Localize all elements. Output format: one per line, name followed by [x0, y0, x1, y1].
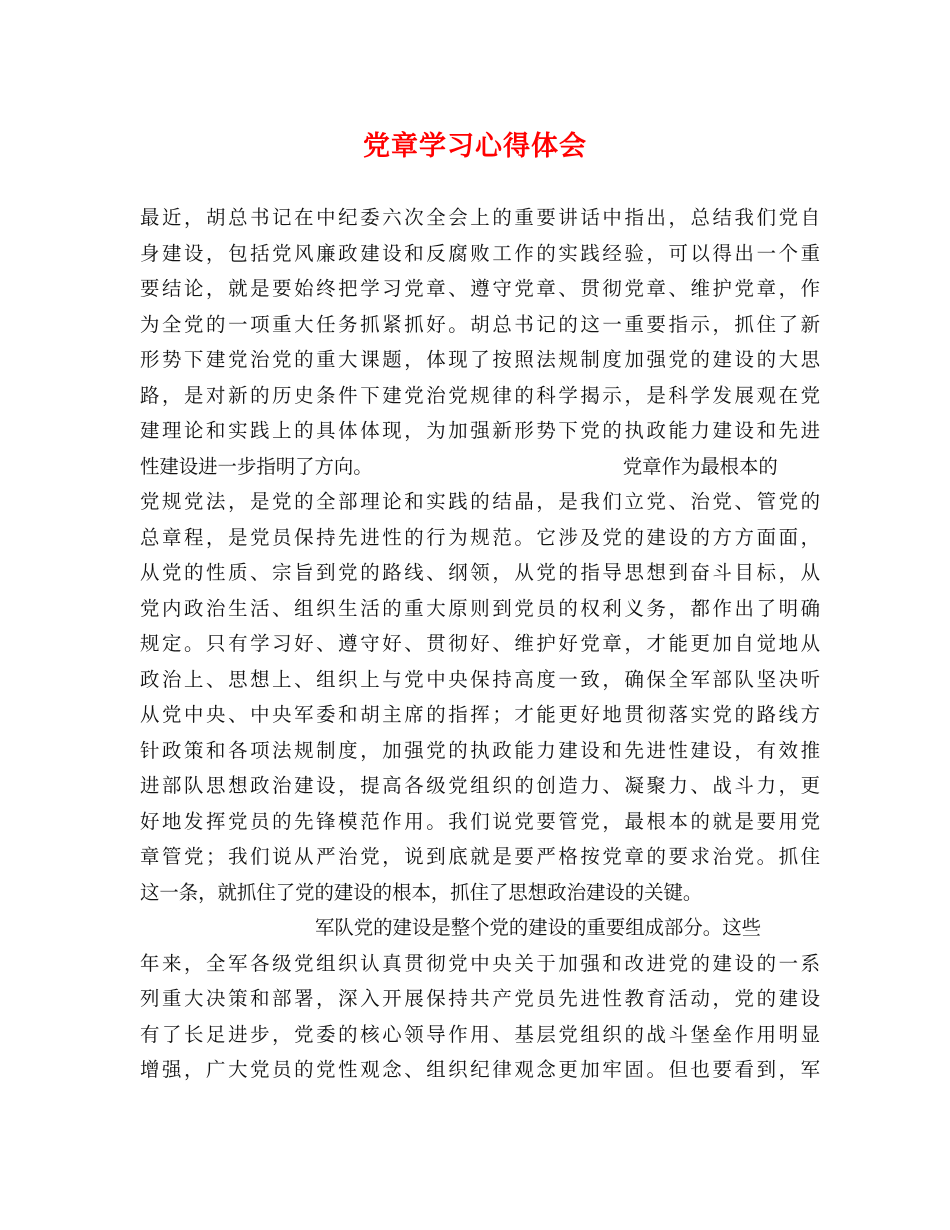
text-line: 从党的性质、宗旨到党的路线、纲领，从党的指导思想到奋斗目标，从 [140, 561, 820, 584]
text-line: 形势下建党治党的重大课题，体现了按照法规制度加强党的建设的大思 [140, 348, 820, 371]
text-line-with-gap [140, 449, 820, 485]
paragraph-start-text: 党章作为最根本的 [622, 454, 778, 478]
text-line: 这一条，就抓住了党的建设的根本，抓住了思想政治建设的关键。 [140, 880, 703, 904]
text-line: 党规党法，是党的全部理论和实践的结晶，是我们立党、治党、管党的 [140, 490, 820, 513]
text-line: 为全党的一项重大任务抓紧抓好。胡总书记的这一重要指示，抓住了新 [140, 312, 820, 336]
text-line: 身建设，包括党风廉政建设和反腐败工作的实践经验，可以得出一个重 [140, 241, 820, 265]
text-line: 进部队思想政治建设，提高各级党组织的创造力、凝聚力、战斗力，更 [140, 774, 820, 797]
text-line: 规定。只有学习好、遵守好、贯彻好、维护好党章，才能更加自觉地从 [140, 632, 820, 655]
text-line: 增强，广大党员的党性观念、组织纪律观念更加牢固。但也要看到，军 [140, 1058, 820, 1081]
text-line: 好地发挥党员的先锋模范作用。我们说党要管党，最根本的就是要用党 [140, 809, 820, 833]
text-line: 要结论，就是要始终把学习党章、遵守党章、贯彻党章、维护党章，作 [140, 277, 820, 300]
text-line: 章管党；我们说从严治党，说到底就是要严格按党章的要求治党。抓住 [140, 845, 820, 868]
paragraph-end-text: 性建设进一步指明了方向。 [140, 454, 373, 478]
text-line: 建理论和实践上的具体体现，为加强新形势下党的执政能力建设和先进 [140, 419, 820, 442]
document-body [140, 200, 820, 1088]
text-line: 总章程，是党员保持先进性的行为规范。它涉及党的建设的方方面面， [140, 525, 820, 549]
document-title: 党章学习心得体会 [363, 131, 587, 162]
text-line: 列重大决策和部署，深入开展保持共产党员先进性教育活动，党的建设 [140, 987, 820, 1010]
paragraph-start-text: 军队党的建设是整个党的建设的重要组成部分。这些 [315, 916, 761, 939]
text-line: 政治上、思想上、组织上与党中央保持高度一致，确保全军部队坚决听 [140, 667, 820, 691]
text-line-indented [140, 910, 820, 946]
text-line: 年来，全军各级党组织认真贯彻党中央关于加强和改进党的建设的一系 [140, 951, 820, 975]
text-line: 党内政治生活、组织生活的重大原则到党员的权利义务，都作出了明确 [140, 596, 820, 620]
text-line: 针政策和各项法规制度，加强党的执政能力建设和先进性建设，有效推 [140, 738, 820, 762]
text-line: 最近，胡总书记在中纪委六次全会上的重要讲话中指出，总结我们党自 [140, 206, 820, 229]
text-line: 有了长足进步，党委的核心领导作用、基层党组织的战斗堡垒作用明显 [140, 1022, 820, 1046]
text-line: 路，是对新的历史条件下建党治党规律的科学揭示，是科学发展观在党 [140, 383, 820, 407]
text-line: 从党中央、中央军委和胡主席的指挥；才能更好地贯彻落实党的路线方 [140, 703, 820, 726]
